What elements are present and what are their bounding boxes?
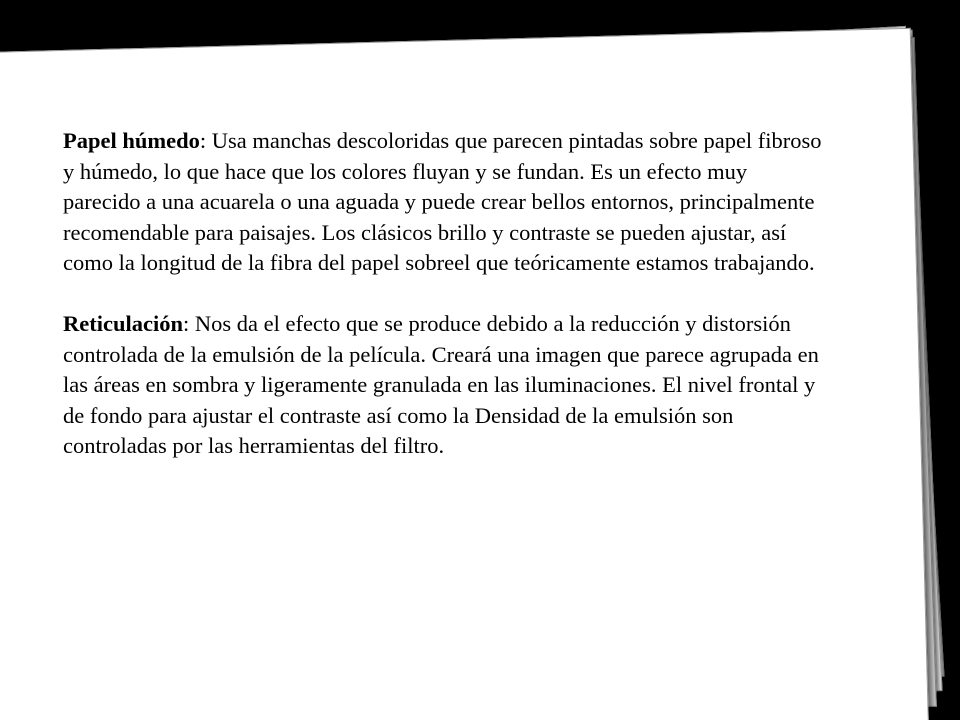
term-description: : Usa manchas descoloridas que parecen pintadas sobre papel fibroso y húmedo, lo que hace que los colores fluyan y se fundan. Es un efecto muy parecido a una acuarela o una aguada y puede crear bellos entornos, principalmente recomendable para paisajes. Los clásicos brillo y contraste se pueden ajustar, así como la longitud de la fibra del papel sobreel que teóricamente estamos trabajando. (63, 128, 822, 275)
term-heading: Papel húmedo (63, 128, 200, 153)
paragraph-reticulacion (63, 309, 823, 462)
slide-content (63, 126, 823, 492)
term-heading: Reticulación (63, 311, 183, 336)
paragraph-papel-humedo (63, 126, 823, 279)
term-description: : Nos da el efecto que se produce debido a la reducción y distorsión controlada de la emulsión de la película. Creará una imagen que parece agrupada en las áreas en sombra y ligeramente granulada en las iluminaciones. El nivel frontal y de fondo para ajustar el contraste así como la Densidad de la emulsión son controladas por las herramientas del filtro. (63, 311, 819, 458)
